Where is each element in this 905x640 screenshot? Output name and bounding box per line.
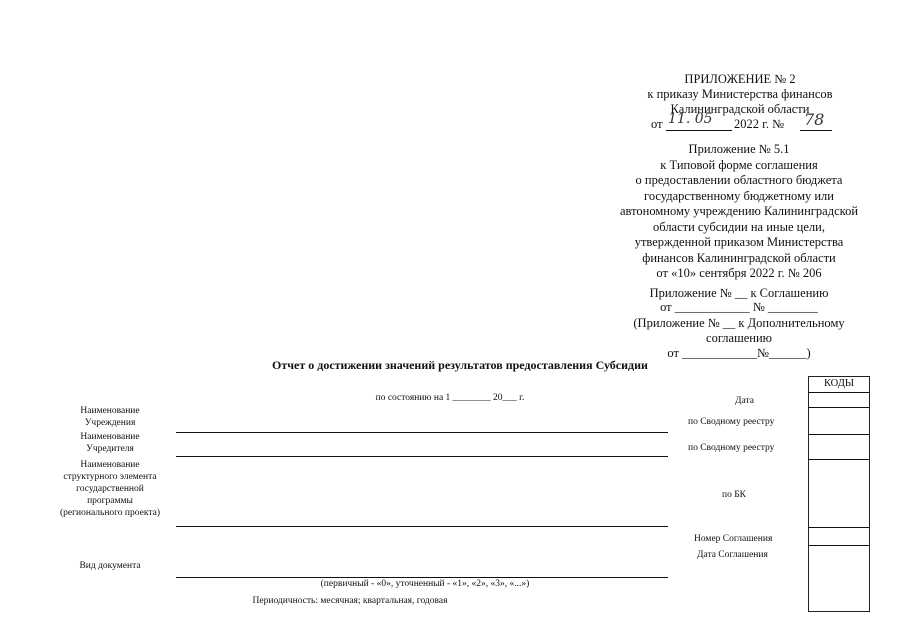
agreement-line-1: Приложение № __ к Соглашению xyxy=(649,286,829,300)
appendix-line: о предоставлении областного бюджета xyxy=(635,173,843,187)
agreement-line-4: соглашению xyxy=(706,331,772,345)
codes-label-agreement-date: Дата Соглашения xyxy=(697,550,768,560)
field-label-institution: Наименование Учреждения xyxy=(80,406,140,428)
approval-line-1: ПРИЛОЖЕНИЕ № 2 xyxy=(684,72,796,86)
field-label-doc-type: Вид документа xyxy=(79,561,141,571)
appendix-block xyxy=(596,142,882,281)
approval-line-3: Калининградской области xyxy=(670,102,810,116)
approval-date-handwritten: 11. 05 xyxy=(668,111,713,127)
codes-divider xyxy=(808,392,870,393)
appendix-line: от «10» сентября 2022 г. № 206 xyxy=(656,266,822,280)
codes-divider xyxy=(808,459,870,460)
field-line-institution xyxy=(176,432,668,433)
report-title: Отчет о достижении значений результатов предоставления Субсидии xyxy=(272,358,648,372)
approval-from-prefix: от xyxy=(651,117,663,131)
codes-label-registry-1: по Сводному реестру xyxy=(688,417,775,427)
approval-number-handwritten: 78 xyxy=(804,110,825,129)
appendix-line: к Типовой форме соглашения xyxy=(660,157,818,172)
codes-divider xyxy=(808,545,870,546)
codes-label-bk: по БК xyxy=(722,490,747,500)
field-line-founder xyxy=(176,456,668,457)
approval-year-text: 2022 г. № xyxy=(734,117,785,131)
codes-divider xyxy=(808,407,870,408)
agreement-line-2: от ____________ № ________ xyxy=(660,300,818,314)
codes-label-date: Дата xyxy=(735,396,754,406)
codes-label-registry-2: по Сводному реестру xyxy=(688,443,775,453)
codes-label-agreement-number: Номер Соглашения xyxy=(694,534,773,544)
appendix-line: Приложение № 5.1 xyxy=(688,142,790,156)
appendix-line: области субсидии на иные цели, xyxy=(653,219,825,234)
codes-divider xyxy=(808,527,870,528)
codes-header: КОДЫ xyxy=(823,378,855,389)
approval-number-underline xyxy=(800,130,832,131)
agreement-line-3: (Приложение № __ к Дополнительному xyxy=(633,316,845,330)
appendix-line: утвержденной приказом Министерства xyxy=(634,235,844,249)
approval-date-underline xyxy=(666,130,732,131)
appendix-line: финансов Калининградской области xyxy=(642,250,836,265)
report-as-of: по состоянию на 1 ________ 20___ г. xyxy=(375,393,525,403)
field-label-founder: Наименование Учредителя xyxy=(80,432,140,454)
periodicity-note: Периодичность: месячная; квартальная, годовая xyxy=(252,596,448,606)
codes-divider xyxy=(808,434,870,435)
codes-table xyxy=(808,376,870,612)
appendix-line: государственному бюджетному или xyxy=(644,188,834,203)
agreement-line-5: от ____________№______) xyxy=(667,346,811,360)
doc-type-hint: (первичный - «0», уточненный - «1», «2», «3», «...») xyxy=(320,579,530,589)
field-line-structural xyxy=(176,526,668,527)
approval-line-2: к приказу Министерства финансов xyxy=(647,87,833,101)
appendix-line: автономному учреждению Калининградской xyxy=(619,204,859,218)
field-label-structural: Наименование структурного элемента государственной программы (регионального проекта) xyxy=(60,460,160,518)
